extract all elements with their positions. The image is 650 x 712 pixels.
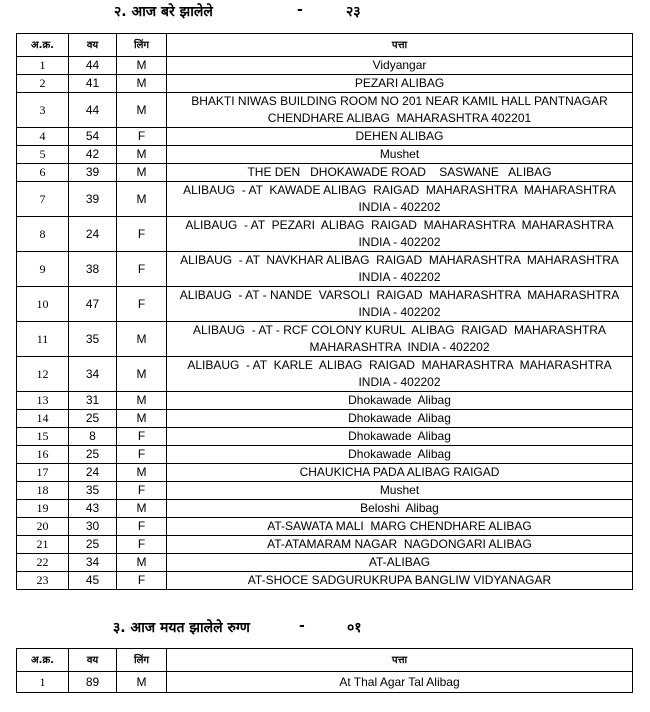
- cell-gender: M: [117, 554, 167, 572]
- recovered-table-body: [17, 57, 633, 590]
- section-title: २. आज बरे झालेले: [114, 4, 213, 20]
- table-row: [17, 287, 633, 322]
- cell-age: 34: [69, 554, 117, 572]
- cell-age: 44: [69, 93, 117, 128]
- table-row: [17, 536, 633, 554]
- section-count: ०१: [347, 620, 362, 636]
- table-row: [17, 554, 633, 572]
- address-line: ALIBAUG - AT KARLE ALIBAG RAIGAD MAHARASHTRA MAHARASHTRA: [187, 358, 612, 372]
- cell-address: [167, 164, 633, 182]
- cell-sr: 22: [17, 554, 69, 572]
- table-row: [17, 357, 633, 392]
- cell-age: 39: [69, 164, 117, 182]
- address-line: ALIBAUG - AT - NANDE VARSOLI RAIGAD MAHARASHTRA MAHARASHTRA: [179, 288, 620, 302]
- cell-gender: M: [117, 500, 167, 518]
- cell-age: 39: [69, 182, 117, 217]
- cell-sr: 10: [17, 287, 69, 322]
- cell-sr: 6: [17, 164, 69, 182]
- cell-gender: F: [117, 482, 167, 500]
- address-line: INDIA - 402202: [358, 200, 441, 214]
- cell-age: 8: [69, 428, 117, 446]
- cell-sr: 21: [17, 536, 69, 554]
- cell-address: [167, 446, 633, 464]
- cell-address: [167, 554, 633, 572]
- cell-age: 30: [69, 518, 117, 536]
- cell-gender: M: [117, 322, 167, 357]
- cell-address: [167, 146, 633, 164]
- table-row: [17, 93, 633, 128]
- address-line: At Thal Agar Tal Alibag: [339, 674, 460, 689]
- cell-gender: M: [117, 93, 167, 128]
- cell-sr: 12: [17, 357, 69, 392]
- cell-sr: 19: [17, 500, 69, 518]
- cell-gender: M: [117, 146, 167, 164]
- cell-address: [167, 482, 633, 500]
- address-line: ALIBAUG - AT KAWADE ALIBAG RAIGAD MAHARASHTRA MAHARASHTRA: [183, 183, 616, 197]
- table-row: [17, 182, 633, 217]
- cell-address: [167, 287, 633, 322]
- cell-age: 25: [69, 536, 117, 554]
- cell-sr: 16: [17, 446, 69, 464]
- cell-gender: M: [117, 75, 167, 93]
- cell-address: [167, 75, 633, 93]
- cell-address: [167, 410, 633, 428]
- address-line: Dhokawade Alibag: [348, 447, 451, 461]
- cell-sr: 20: [17, 518, 69, 536]
- column-header-address: पत्ता: [167, 34, 633, 57]
- address-line: MAHARASHTRA INDIA - 402202: [309, 340, 490, 354]
- cell-sr: 23: [17, 572, 69, 590]
- cell-age: 31: [69, 392, 117, 410]
- table-row: [17, 252, 633, 287]
- table-row: [17, 164, 633, 182]
- address-line: Vidyangar: [372, 58, 427, 72]
- cell-gender: M: [117, 410, 167, 428]
- address-line: CHAUKICHA PADA ALIBAG RAIGAD: [299, 465, 500, 479]
- address-line: ALIBAUG - AT PEZARI ALIBAG RAIGAD MAHARASHTRA MAHARASHTRA: [185, 218, 614, 232]
- table-row: [17, 217, 633, 252]
- column-header-sr: अ.क्र.: [17, 649, 69, 672]
- table-row: [17, 128, 633, 146]
- cell-sr: 4: [17, 128, 69, 146]
- column-header-gender: लिंग: [117, 649, 167, 672]
- cell-address: [167, 93, 633, 128]
- table-row: [17, 518, 633, 536]
- cell-sr: 8: [17, 217, 69, 252]
- table-header-row: [17, 649, 633, 672]
- address-line: AT-ATAMARAM NAGAR NAGDONGARI ALIBAG: [267, 537, 532, 551]
- cell-gender: F: [117, 128, 167, 146]
- cell-address: [167, 57, 633, 75]
- cell-age: 24: [69, 464, 117, 482]
- cell-address: [167, 322, 633, 357]
- column-header-age: वय: [69, 649, 117, 672]
- address-line: CHENDHARE ALIBAG MAHARASHTRA 402201: [267, 111, 532, 125]
- died-table: [16, 648, 633, 693]
- table-row: [17, 146, 633, 164]
- cell-age: 45: [69, 572, 117, 590]
- address-line: Mushet: [379, 483, 420, 497]
- cell-sr: 3: [17, 93, 69, 128]
- cell-gender: F: [117, 572, 167, 590]
- cell-age: 35: [69, 322, 117, 357]
- table-row: [17, 672, 633, 693]
- address-line: Dhokawade Alibag: [348, 393, 451, 407]
- table-header-row: [17, 34, 633, 57]
- table-row: [17, 322, 633, 357]
- cell-sr: 2: [17, 75, 69, 93]
- address-line: AT-SHOCE SADGURUKRUPA BANGLIW VIDYANAGAR: [247, 573, 552, 587]
- cell-age: 25: [69, 410, 117, 428]
- recovered-table: [16, 33, 633, 590]
- cell-sr: 1: [17, 672, 69, 693]
- address-line: AT-ALIBAG: [368, 555, 431, 569]
- cell-age: 54: [69, 128, 117, 146]
- cell-gender: F: [117, 287, 167, 322]
- cell-address: [167, 464, 633, 482]
- cell-age: 38: [69, 252, 117, 287]
- cell-age: 41: [69, 75, 117, 93]
- cell-address: [167, 182, 633, 217]
- address-line: INDIA - 402202: [358, 270, 441, 284]
- cell-sr: 1: [17, 57, 69, 75]
- cell-sr: 17: [17, 464, 69, 482]
- cell-address: [167, 518, 633, 536]
- cell-age: 35: [69, 482, 117, 500]
- cell-sr: 18: [17, 482, 69, 500]
- cell-age: 44: [69, 57, 117, 75]
- cell-gender: M: [117, 464, 167, 482]
- cell-address: [167, 392, 633, 410]
- table-row: [17, 57, 633, 75]
- table-row: [17, 482, 633, 500]
- cell-address: [167, 357, 633, 392]
- address-line: AT-SAWATA MALI MARG CHENDHARE ALIBAG: [267, 519, 532, 533]
- table-row: [17, 410, 633, 428]
- section-count: २३: [346, 4, 361, 20]
- died-table-body: [17, 672, 633, 693]
- cell-age: 42: [69, 146, 117, 164]
- table-row: [17, 392, 633, 410]
- address-line: Dhokawade Alibag: [348, 429, 451, 443]
- cell-gender: M: [117, 672, 167, 693]
- section-dash: -: [299, 618, 305, 634]
- cell-gender: F: [117, 252, 167, 287]
- address-line: BHAKTI NIWAS BUILDING ROOM NO 201 NEAR KAMIL HALL PANTNAGAR: [191, 94, 608, 108]
- column-header-gender: लिंग: [117, 34, 167, 57]
- cell-age: 89: [69, 672, 117, 693]
- cell-sr: 5: [17, 146, 69, 164]
- table-row: [17, 428, 633, 446]
- cell-address: [167, 428, 633, 446]
- address-line: INDIA - 402202: [358, 235, 441, 249]
- cell-sr: 13: [17, 392, 69, 410]
- address-line: INDIA - 402202: [358, 305, 441, 319]
- column-header-address: पत्ता: [167, 649, 633, 672]
- cell-gender: F: [117, 518, 167, 536]
- cell-address: [167, 672, 633, 693]
- cell-age: 25: [69, 446, 117, 464]
- address-line: DEHEN ALIBAG: [355, 129, 444, 143]
- cell-age: 43: [69, 500, 117, 518]
- cell-gender: F: [117, 217, 167, 252]
- cell-gender: F: [117, 536, 167, 554]
- table-row: [17, 446, 633, 464]
- cell-gender: M: [117, 164, 167, 182]
- address-line: ALIBAUG - AT - RCF COLONY KURUL ALIBAG RAIGAD MAHARASHTRA: [193, 323, 606, 337]
- cell-age: 47: [69, 287, 117, 322]
- cell-age: 24: [69, 217, 117, 252]
- section-dash: -: [297, 2, 303, 18]
- cell-gender: F: [117, 446, 167, 464]
- cell-address: [167, 128, 633, 146]
- table-row: [17, 500, 633, 518]
- cell-gender: M: [117, 182, 167, 217]
- address-line: Dhokawade Alibag: [348, 411, 451, 425]
- cell-gender: M: [117, 57, 167, 75]
- cell-sr: 15: [17, 428, 69, 446]
- cell-sr: 14: [17, 410, 69, 428]
- address-line: ALIBAUG - AT NAVKHAR ALIBAG RAIGAD MAHARASHTRA MAHARASHTRA: [180, 253, 619, 267]
- cell-address: [167, 217, 633, 252]
- cell-age: 34: [69, 357, 117, 392]
- address-line: Mushet: [379, 147, 420, 161]
- table-row: [17, 464, 633, 482]
- cell-address: [167, 500, 633, 518]
- cell-sr: 7: [17, 182, 69, 217]
- table-row: [17, 75, 633, 93]
- column-header-sr: अ.क्र.: [17, 34, 69, 57]
- cell-address: [167, 572, 633, 590]
- address-line: Beloshi Alibag: [360, 501, 439, 515]
- cell-address: [167, 536, 633, 554]
- cell-gender: M: [117, 357, 167, 392]
- column-header-age: वय: [69, 34, 117, 57]
- section-title: ३. आज मयत झालेले रुग्ण: [113, 620, 250, 636]
- table-row: [17, 572, 633, 590]
- address-line: THE DEN DHOKAWADE ROAD SASWANE ALIBAG: [247, 165, 552, 179]
- cell-gender: M: [117, 392, 167, 410]
- address-line: PEZARI ALIBAG: [354, 76, 445, 90]
- cell-sr: 11: [17, 322, 69, 357]
- address-line: INDIA - 402202: [358, 375, 441, 389]
- cell-gender: F: [117, 428, 167, 446]
- cell-sr: 9: [17, 252, 69, 287]
- cell-address: [167, 252, 633, 287]
